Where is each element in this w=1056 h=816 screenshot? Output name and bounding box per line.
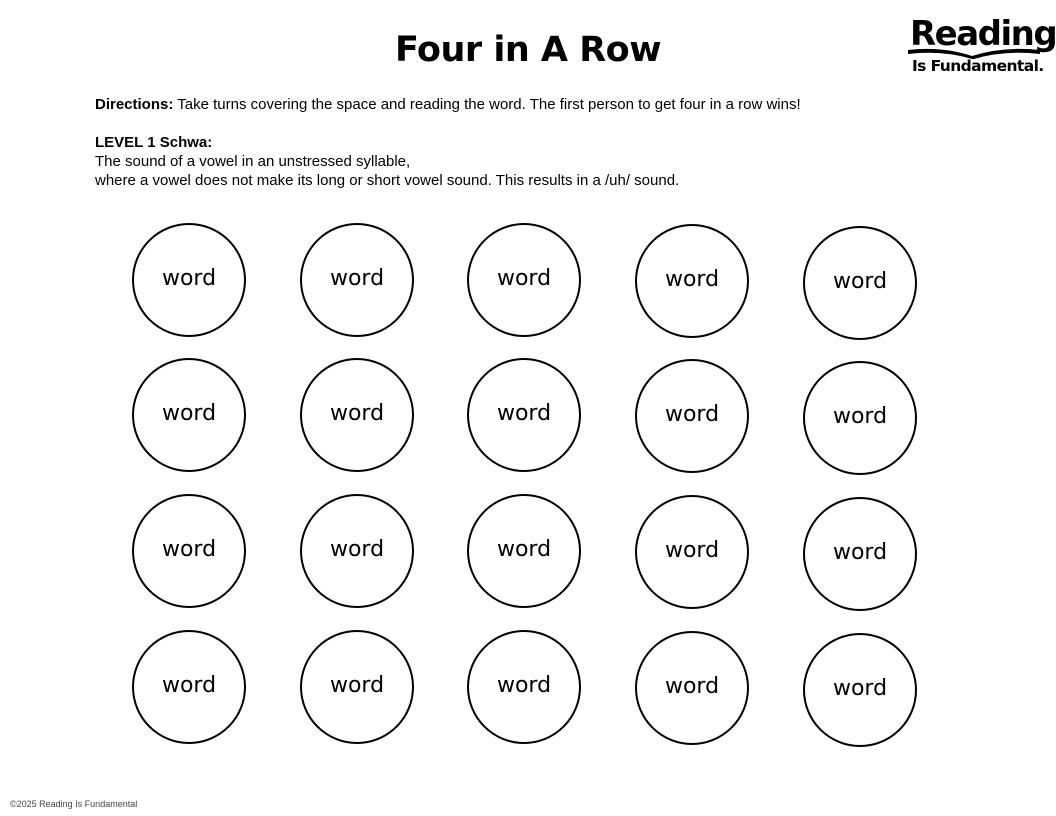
word-label: word	[496, 401, 552, 426]
level-line-2: where a vowel does not make its long or short vowel sound. This results in a /uh/ sound.	[95, 172, 680, 189]
word-circle[interactable]	[132, 358, 246, 472]
word-label: word	[496, 266, 552, 291]
word-label: word	[664, 267, 720, 292]
directions-text: Take turns covering the space and reading the word. The first person to get four in a row wins!	[173, 96, 801, 113]
word-circle[interactable]	[635, 224, 749, 338]
word-circle[interactable]	[803, 633, 917, 747]
word-circle[interactable]	[467, 630, 581, 744]
word-label: word	[832, 540, 888, 565]
word-circle[interactable]	[300, 358, 414, 472]
word-circle[interactable]	[300, 223, 414, 337]
word-label: word	[664, 402, 720, 427]
word-label: word	[832, 269, 888, 294]
word-circle[interactable]	[635, 631, 749, 745]
word-circle[interactable]	[635, 359, 749, 473]
word-circle[interactable]	[300, 494, 414, 608]
word-circle[interactable]	[467, 358, 581, 472]
word-label: word	[832, 404, 888, 429]
word-circle[interactable]	[803, 226, 917, 340]
word-label: word	[664, 674, 720, 699]
level-line-1: The sound of a vowel in an unstressed syllable,	[95, 153, 411, 170]
word-circle[interactable]	[803, 497, 917, 611]
word-circle[interactable]	[132, 630, 246, 744]
logo-wordmark-fundamental: Is Fundamental.	[912, 57, 1044, 75]
word-label: word	[496, 673, 552, 698]
word-label: word	[496, 537, 552, 562]
word-circle[interactable]	[132, 223, 246, 337]
level-title: LEVEL 1 Schwa:	[95, 134, 213, 151]
word-label: word	[329, 266, 385, 291]
word-label: word	[664, 538, 720, 563]
word-label: word	[832, 676, 888, 701]
word-label: word	[329, 401, 385, 426]
word-label: word	[161, 537, 217, 562]
logo-wordmark-reading: Reading	[910, 14, 1056, 54]
word-circle[interactable]	[467, 494, 581, 608]
word-label: word	[329, 537, 385, 562]
word-label: word	[329, 673, 385, 698]
word-label: word	[161, 673, 217, 698]
word-label: word	[161, 401, 217, 426]
copyright-notice: ©2025 Reading Is Fundamental	[10, 799, 138, 809]
word-circle[interactable]	[467, 223, 581, 337]
directions-label: Directions:	[95, 96, 174, 113]
word-label: word	[161, 266, 217, 291]
word-circle[interactable]	[132, 494, 246, 608]
word-circle[interactable]	[300, 630, 414, 744]
word-circle[interactable]	[635, 495, 749, 609]
word-circle[interactable]	[803, 361, 917, 475]
page-title: Four in A Row	[394, 30, 662, 70]
